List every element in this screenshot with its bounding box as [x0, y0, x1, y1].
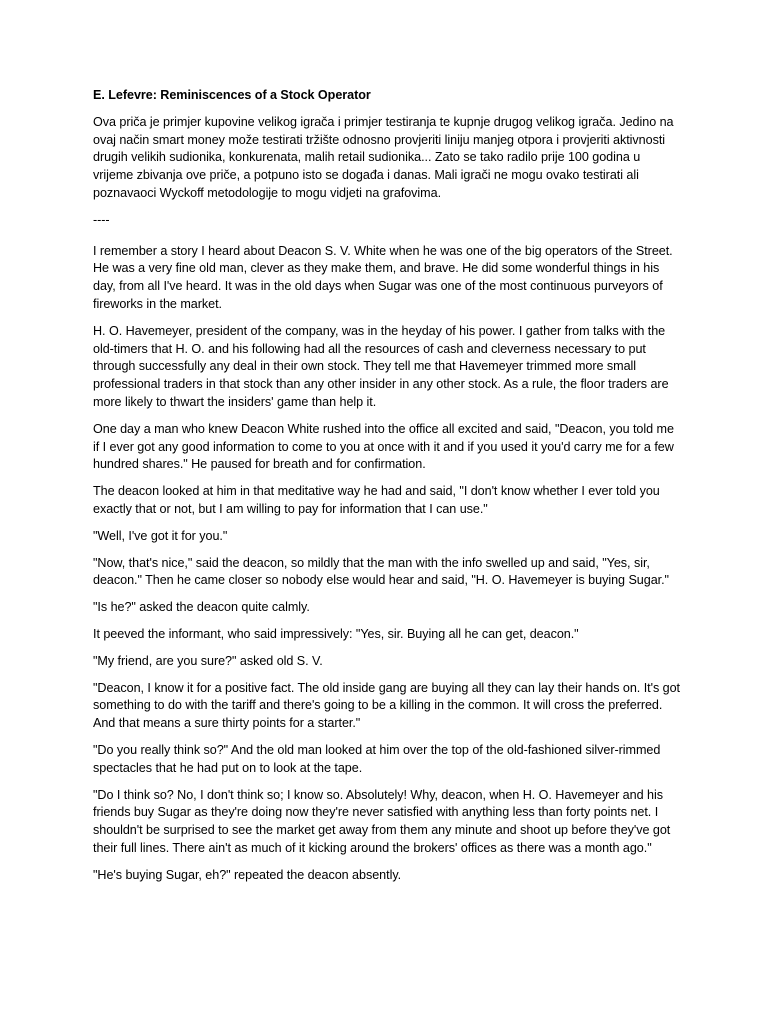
- story-paragraph: "Is he?" asked the deacon quite calmly.: [93, 600, 310, 615]
- story-paragraph: "Do you really think so?" And the old man looked at him over the top of the old-fashioned silver-rimmed spectacles that he had put on to look at the tape.: [93, 742, 661, 775]
- story-paragraph: "Now, that's nice," said the deacon, so mildly that the man with the info swelled up and said, "Yes, sir, deacon." Then he came closer so nobody else would hear and said, "H. O. Havemeyer is buying Sugar.": [93, 555, 669, 588]
- story-paragraph: "He's buying Sugar, eh?" repeated the deacon absently.: [93, 867, 402, 882]
- story-paragraph: I remember a story I heard about Deacon S. V. White when he was one of the big operators of the Street. He was a very fine old man, clever as they make them, and brave. He did some wonderful things in his day, from all I've heard. It was in the old days when Sugar was one of the most continuous purveyors of fireworks in the market.: [93, 243, 673, 311]
- story-paragraph: "Well, I've got it for you.": [93, 528, 228, 543]
- story-paragraph: One day a man who knew Deacon White rushed into the office all excited and said, "Deacon, you told me if I ever got any good information to come to you at once with it and if you used it you'd carry me for a few hundred shares." He paused for breath and for confirmation.: [93, 421, 674, 472]
- story-paragraph: It peeved the informant, who said impressively: "Yes, sir. Buying all he can get, deacon.": [93, 626, 579, 641]
- document-title: E. Lefevre: Reminiscences of a Stock Operator: [93, 88, 371, 102]
- story-paragraph: "Deacon, I know it for a positive fact. The old inside gang are buying all they can lay their hands on. It's got something to do with the tariff and there's going to be a killing in the common. It will cross the preferred. And that means a sure thirty points for a starter.": [93, 680, 680, 731]
- section-separator: ----: [93, 212, 110, 227]
- document-body: [93, 87, 683, 893]
- story-paragraph: H. O. Havemeyer, president of the company, was in the heyday of his power. I gather from talks with the old-timers that H. O. and his following had all the resources of cash and cleverness necessary to put through successfully any deal in their own stock. They tell me that Havemeyer trimmed more small professional traders in that stock than any other insider in any other stock. As a rule, the floor traders are more likely to thwart the insiders' game than help it.: [93, 323, 669, 409]
- intro-paragraph: Ova priča je primjer kupovine velikog igrača i primjer testiranja te kupnje drugog velikog igrača. Jedino na ovaj način smart money može testirati tržište odnosno provjeriti liniju manjeg otpora i provjeriti aktivnosti drugih velikih sudionika, konkurenata, malih retail sudionika... Zato se tako radilo prije 100 godina u vrijeme zbivanja ove priče, a potpuno isto se događa i danas. Mali igrači ne mogu ovako testirati ali poznavaoci Wyckoff metodologije to mogu vidjeti na grafovima.: [93, 114, 674, 200]
- story-paragraph: "Do I think so? No, I don't think so; I know so. Absolutely! Why, deacon, when H. O. Havemeyer and his friends buy Sugar as they're doing now they're never satisfied with anything less than forty points net. I shouldn't be surprised to see the market get away from them any minute and shoot up before they've got their full lines. There ain't as much of it kicking around the brokers' offices as there was a month ago.": [93, 787, 671, 855]
- story-paragraph: "My friend, are you sure?" asked old S. V.: [93, 653, 323, 668]
- story-paragraph: The deacon looked at him in that meditative way he had and said, "I don't know whether I ever told you exactly that or not, but I am willing to pay for information that I can use.": [93, 484, 660, 516]
